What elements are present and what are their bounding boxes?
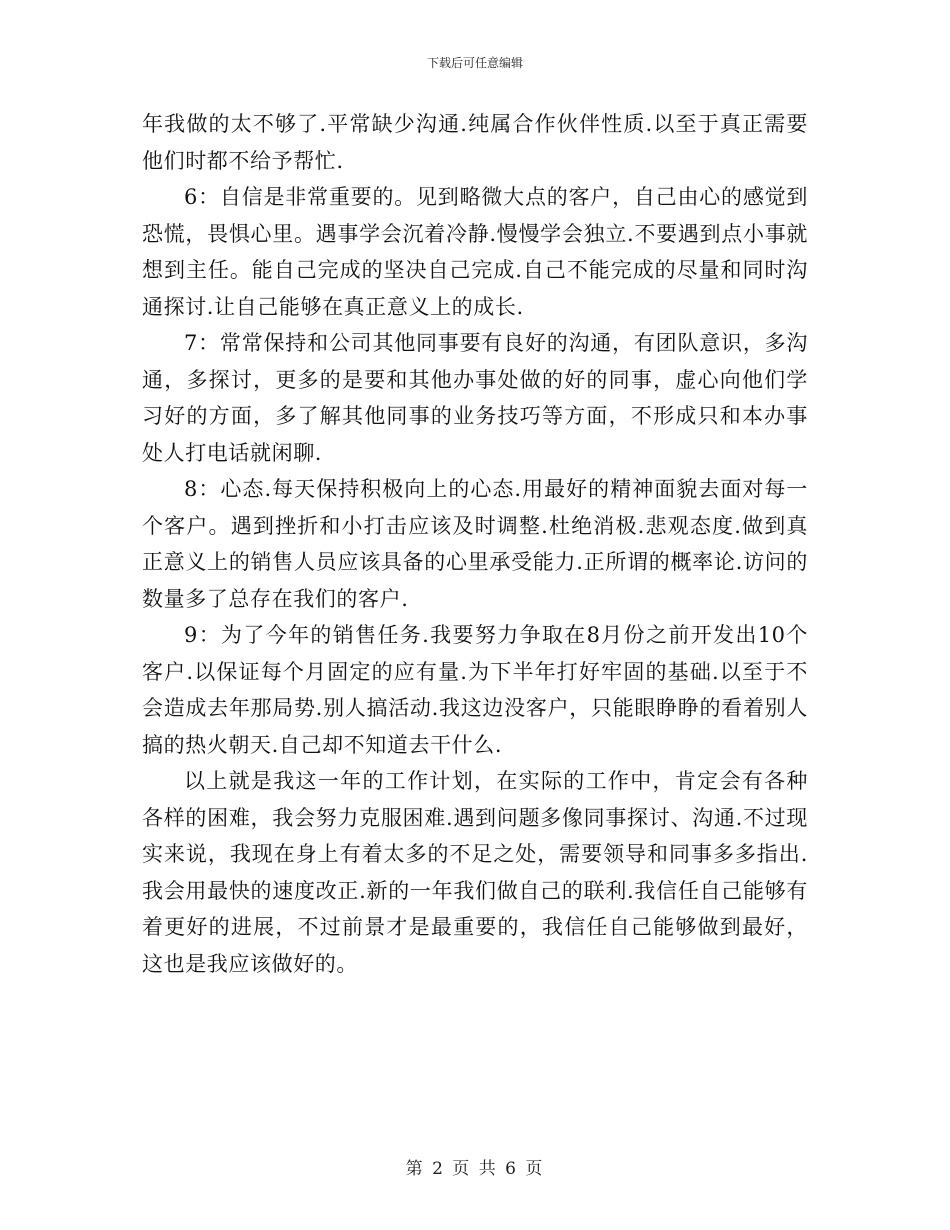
paragraph-conclusion: 以上就是我这一年的工作计划，在实际的工作中，肯定会有各种各样的困难，我会努力克服困难.遇到问题多像同事探讨、沟通.不过现实来说，我现在身上有着太多的不足之处，需要领导和同事多多指出.我会用最快的速度改正.新的一年我们做自己的联利.我信任自己能够有着更好的进展，不过前景才是最重要的，我信任自己能够做到最好，这也是我应该做好的。 (142, 769, 808, 976)
paragraph-item-8: 8：心态.每天保持积极向上的心态.用最好的精神面貌去面对每一个客户。遇到挫折和小打击应该及时调整.杜绝消极.悲观态度.做到真正意义上的销售人员应该具备的心里承受能力.正所谓的概率论.访问的数量多了总存在我们的客户. (142, 477, 808, 611)
document-body (142, 106, 808, 982)
paragraph-item-7: 7：常常保持和公司其他同事要有良好的沟通，有团队意识，多沟通，多探讨，更多的是要和其他办事处做的好的同事，虚心向他们学习好的方面，多了解其他同事的业务技巧等方面，不形成只和本办事处人打电话就闲聊. (142, 331, 808, 465)
page-number: 第 2 页 共 6 页 (405, 1159, 545, 1179)
paragraph-continued: 年我做的太不够了.平常缺少沟通.纯属合作伙伴性质.以至于真正需要他们时都不给予帮忙. (142, 112, 808, 173)
paragraph-item-9: 9：为了今年的销售任务.我要努力争取在8月份之前开发出10个客户.以保证每个月固定的应有量.为下半年打好牢固的基础.以至于不会造成去年那局势.别人搞活动.我这边没客户，只能眼睁睁的看着别人搞的热火朝天.自己却不知道去干什么. (142, 623, 808, 757)
paragraph-item-6: 6：自信是非常重要的。见到略微大点的客户，自己由心的感觉到恐慌，畏惧心里。遇事学会沉着冷静.慢慢学会独立.不要遇到点小事就想到主任。能自己完成的坚决自己完成.自己不能完成的尽量和同时沟通探讨.让自己能够在真正意义上的成长. (142, 185, 808, 319)
page-header: 下载后可任意编辑 (426, 56, 523, 70)
